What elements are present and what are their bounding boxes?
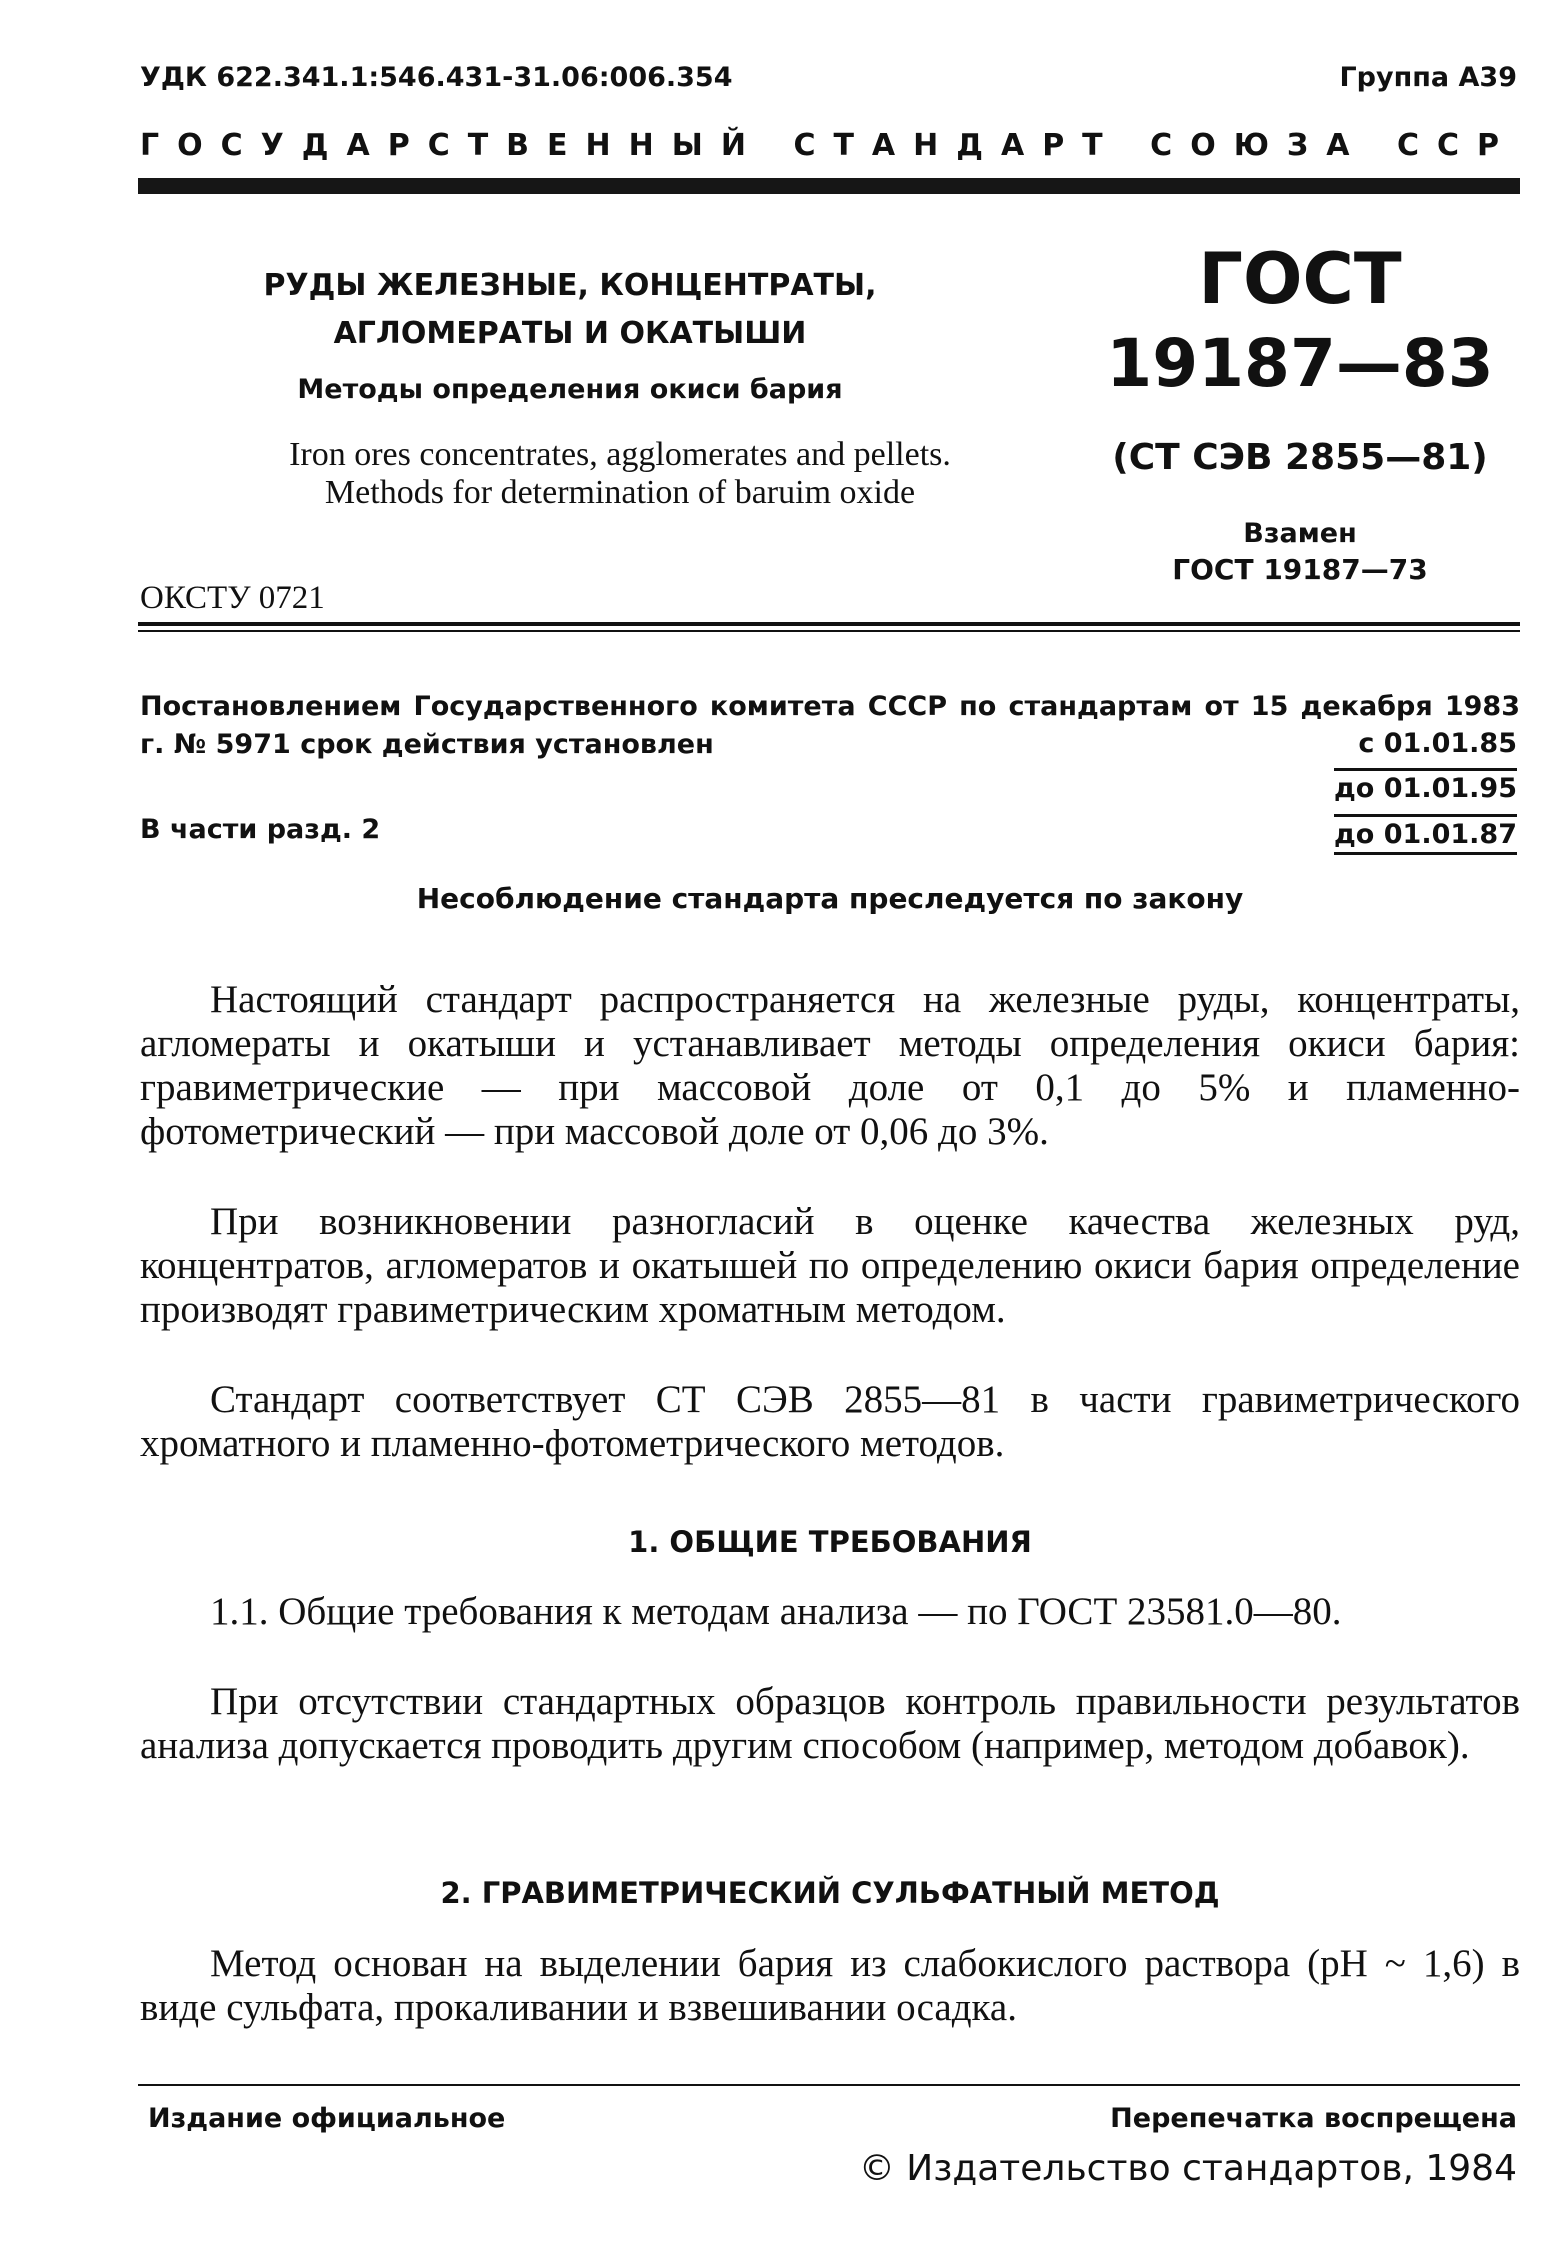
- title-block: [140, 262, 1000, 414]
- section-1-heading: 1. ОБЩИЕ ТРЕБОВАНИЯ: [628, 1525, 1032, 1559]
- gost-designation: [1080, 236, 1520, 588]
- paragraph-reference-samples-text: При отсутствии стандартных образцов контроль правильности результатов анализа допускается проводить другим способом (например, методом добавок).: [140, 1680, 1520, 1767]
- banner-word-2: СТАНДАРТ: [793, 128, 1121, 163]
- replaces-gost: ГОСТ 19187—73: [1172, 553, 1428, 586]
- paragraph-scope-text: Настоящий стандарт распространяется на железные руды, концентраты, агломераты и окатыши и устанавливает методы определения окиси бария: гравиметрические — при массовой доле от 0,1 до 5% и пламенно-фотометрический — при массовой доле от 0,06 до 3%.: [140, 978, 1520, 1153]
- paragraph-method-text: Метод основан на выделении бария из слабокислого раствора (pH ~ 1,6) в виде сульфата, прокаливании и взвешивании осадка.: [140, 1942, 1520, 2029]
- part-date: до 01.01.87: [1334, 814, 1517, 855]
- english-title-line-1: Iron ores concentrates, agglomerates and pellets.: [289, 436, 951, 473]
- state-standard-banner: [140, 128, 1517, 163]
- paragraph-disputes-text: При возникновении разногласий в оценке качества железных руд, концентратов, агломератов и окатышей по определению окиси бария определение производят гравиметрическим хроматным методом.: [140, 1200, 1520, 1331]
- title-line-2: АГЛОМЕРАТЫ И ОКАТЫШИ: [333, 316, 807, 351]
- paragraph-1-1: [140, 1590, 1520, 1634]
- st-sev-reference: (СТ СЭВ 2855—81): [1112, 437, 1488, 478]
- header-thick-rule: [138, 178, 1520, 194]
- gost-number: 19187—83: [1106, 325, 1494, 402]
- copyright-line: © Издательство стандартов, 1984: [858, 2148, 1517, 2189]
- part-label: В части разд. 2: [140, 814, 381, 845]
- footer-rule: [138, 2084, 1520, 2086]
- section-2-heading: 2. ГРАВИМЕТРИЧЕСКИЙ СУЛЬФАТНЫЙ МЕТОД: [440, 1876, 1220, 1910]
- paragraph-scope: [140, 978, 1520, 1154]
- legal-warning: Несоблюдение стандарта преследуется по закону: [416, 882, 1244, 915]
- paragraph-correspondence-text: Стандарт соответствует СТ СЭВ 2855—81 в части гравиметрического хроматного и пламенно-фотометрического методов.: [140, 1378, 1520, 1465]
- group-code: Группа А39: [1339, 62, 1517, 93]
- udk-code: УДК 622.341.1:546.431-31.06:006.354: [140, 62, 733, 93]
- gost-label: ГОСТ: [1198, 238, 1402, 320]
- paragraph-correspondence: [140, 1378, 1520, 1466]
- section-rule-thin: [138, 630, 1520, 632]
- decree-text: Постановлением Государственного комитета СССР по стандартам от 15 декабря 1983 г. № 5971 срок действия установлен: [140, 691, 1520, 760]
- paragraph-disputes: [140, 1200, 1520, 1332]
- paragraph-reference-samples: [140, 1680, 1520, 1768]
- paragraph-1-1-text: 1.1. Общие требования к методам анализа — по ГОСТ 23581.0—80.: [210, 1590, 1342, 1633]
- banner-word-3: СОЮЗА: [1150, 128, 1368, 163]
- english-title-line-2: Methods for determination of baruim oxide: [324, 474, 916, 511]
- english-title: [140, 436, 1100, 512]
- replaces-label: Взамен: [1243, 518, 1357, 549]
- reprint-prohibited: Перепечатка воспрещена: [1110, 2103, 1517, 2134]
- banner-word-1: ГОСУДАРСТВЕННЫЙ: [140, 128, 764, 163]
- date-from: с 01.01.85: [1358, 728, 1517, 759]
- official-edition: Издание официальное: [148, 2103, 506, 2134]
- okstu-code: ОКСТУ 0721: [140, 580, 325, 616]
- paragraph-method: [140, 1942, 1520, 2030]
- banner-word-4: ССР: [1396, 128, 1517, 163]
- date-to: до 01.01.95: [1334, 768, 1517, 804]
- title-line-1: РУДЫ ЖЕЛЕЗНЫЕ, КОНЦЕНТРАТЫ,: [263, 268, 877, 303]
- title-subtitle: Методы определения окиси бария: [297, 374, 843, 405]
- section-rule: [138, 622, 1520, 626]
